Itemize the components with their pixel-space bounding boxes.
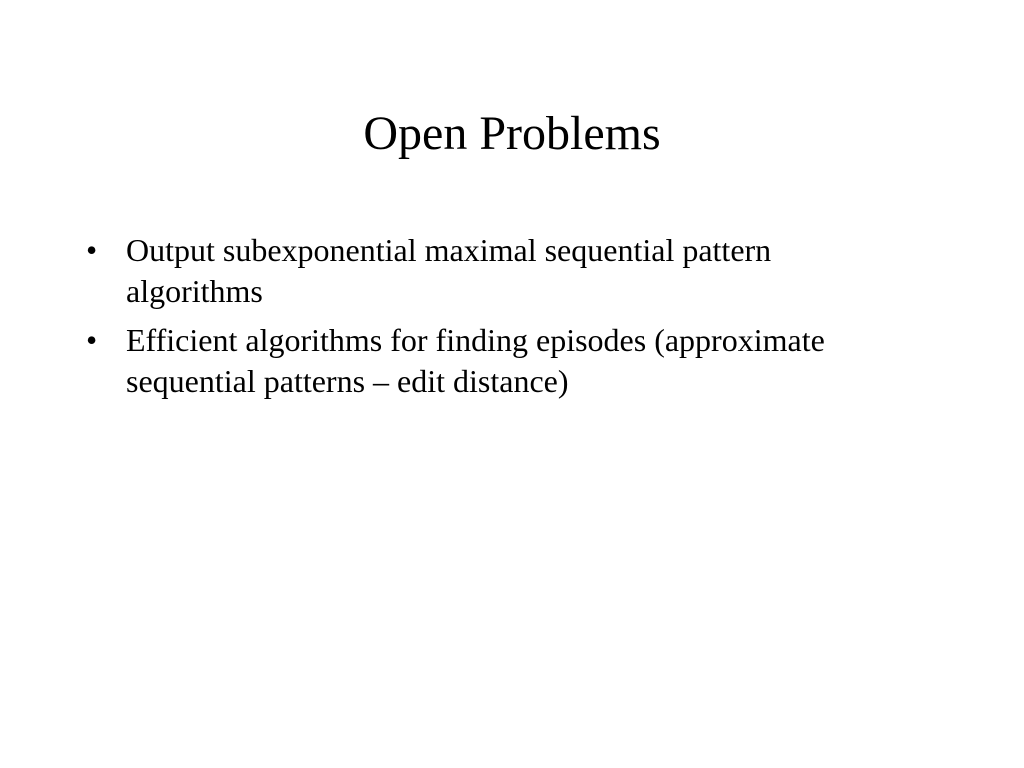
bullet-text: Efficient algorithms for finding episodes (approximate sequential patterns – edit distance) [126, 322, 825, 399]
bullet-text: Output subexponential maximal sequential pattern algorithms [126, 232, 772, 309]
bullet-marker: • [86, 322, 98, 358]
slide-title: Open Problems [363, 107, 661, 160]
bullet-item [86, 320, 906, 402]
bullet-list [86, 230, 906, 410]
bullet-marker: • [86, 232, 98, 268]
bullet-item [86, 230, 906, 312]
